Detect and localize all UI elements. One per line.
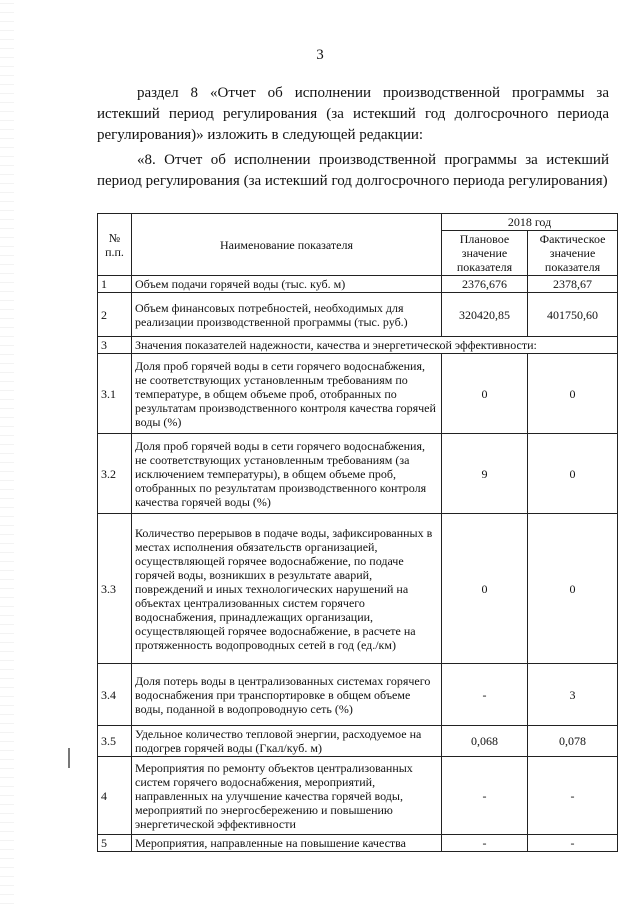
- row-number: 3.5: [98, 726, 132, 757]
- fact-value: -: [528, 835, 618, 852]
- plan-value: -: [442, 757, 528, 835]
- fact-value: -: [528, 757, 618, 835]
- fact-value: 0: [528, 514, 618, 664]
- row-number: 1: [98, 276, 132, 293]
- header-number: № п.п.: [98, 214, 132, 276]
- plan-value: 9: [442, 434, 528, 514]
- production-program-report-table: [97, 213, 618, 852]
- indicator-name: Доля проб горячей воды в сети горячего водоснабжения, не соответствующих установленным требованиям по температуре, в общем объеме проб, отобранных по результатам производственного контроля качества горячей воды (%): [132, 354, 442, 434]
- indicator-name: Доля проб горячей воды в сети горячего водоснабжения, не соответствующих установленным требованиям (за исключением температуры), в общем объеме проб, отобранных по результатам производственного контроля качества горячей воды (%): [132, 434, 442, 514]
- plan-value: -: [442, 835, 528, 852]
- fact-value: 401750,60: [528, 293, 618, 337]
- table-row: [98, 434, 618, 514]
- row-number: 3.1: [98, 354, 132, 434]
- indicator-name: Объем финансовых потребностей, необходимых для реализации производственной программы (тыс. руб.): [132, 293, 442, 337]
- table-row: [98, 276, 618, 293]
- table-row: [98, 757, 618, 835]
- header-indicator-name: Наименование показателя: [132, 214, 442, 276]
- scan-edge-artifact: [0, 0, 14, 905]
- table-row: [98, 726, 618, 757]
- table-row: [98, 835, 618, 852]
- table-row: [98, 337, 618, 354]
- margin-mark: [68, 748, 70, 768]
- row-number: 3: [98, 337, 132, 354]
- intro-paragraph: раздел 8 «Отчет об исполнении производственной программы за истекший период регулирования (за истекший год долгосрочного периода регулирования)» изложить в следующей редакции:: [97, 85, 609, 143]
- plan-value: 0,068: [442, 726, 528, 757]
- row-number: 3.2: [98, 434, 132, 514]
- plan-value: -: [442, 664, 528, 726]
- plan-value: 0: [442, 514, 528, 664]
- table-row: [98, 354, 618, 434]
- indicator-name: Доля потерь воды в централизованных системах горячего водоснабжения при транспортировке в общем объеме воды, поданной в водопроводную сеть (%): [132, 664, 442, 726]
- indicator-name: Мероприятия по ремонту объектов централизованных систем горячего водоснабжения, мероприятий, направленных на улучшение качества горячей воды, мероприятий по энергосбережению и повышению энергетической эффективности: [132, 757, 442, 835]
- header-year: 2018 год: [442, 214, 618, 231]
- table-row: [98, 293, 618, 337]
- fact-value: 2378,67: [528, 276, 618, 293]
- fact-value: 0: [528, 354, 618, 434]
- plan-value: 2376,676: [442, 276, 528, 293]
- header-fact-value: Фактическое значение показателя: [528, 231, 618, 276]
- fact-value: 0,078: [528, 726, 618, 757]
- section-title: Значения показателей надежности, качества и энергетической эффективности:: [132, 337, 618, 354]
- table-row: [98, 514, 618, 664]
- indicator-name: Количество перерывов в подаче воды, зафиксированных в местах исполнения обязательств организацией, осуществляющей горячее водоснабжение, по подаче горячей воды, возникших в результате аварий, повреждений и иных технологических нарушений на объектах централизованных систем горячего водоснабжения, принадлежащих организации, осуществляющей горячее водоснабжение, в расчете на протяженность водопроводных сетей в год (ед./км): [132, 514, 442, 664]
- table-header-row: [98, 214, 618, 231]
- row-number: 4: [98, 757, 132, 835]
- indicator-name: Мероприятия, направленные на повышение качества: [132, 835, 442, 852]
- header-plan-value: Плановое значение показателя: [442, 231, 528, 276]
- row-number: 2: [98, 293, 132, 337]
- plan-value: 320420,85: [442, 293, 528, 337]
- plan-value: 0: [442, 354, 528, 434]
- page-number: 3: [316, 47, 324, 63]
- row-number: 5: [98, 835, 132, 852]
- row-number: 3.3: [98, 514, 132, 664]
- quote-paragraph: «8. Отчет об исполнении производственной программы за истекший период регулирования (за истекший год долгосрочного периода регулирования): [97, 152, 609, 189]
- row-number: 3.4: [98, 664, 132, 726]
- table-row: [98, 664, 618, 726]
- indicator-name: Объем подачи горячей воды (тыс. куб. м): [132, 276, 442, 293]
- fact-value: 0: [528, 434, 618, 514]
- fact-value: 3: [528, 664, 618, 726]
- indicator-name: Удельное количество тепловой энергии, расходуемое на подогрев горячей воды (Гкал/куб. м): [132, 726, 442, 757]
